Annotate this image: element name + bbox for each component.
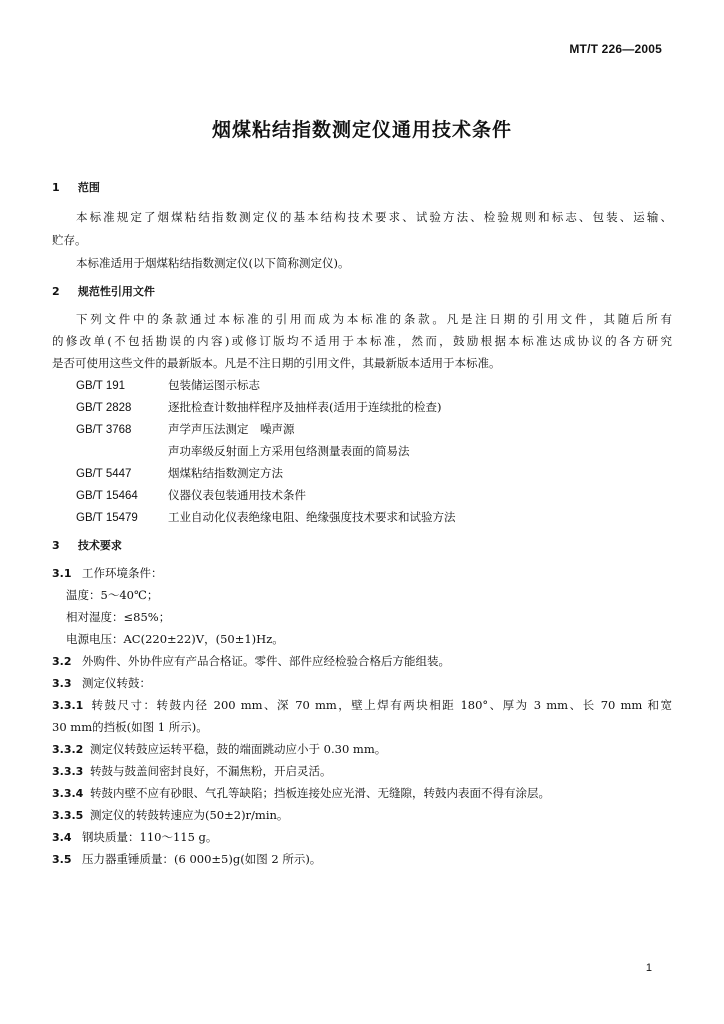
reference-title: 仪器仪表包装通用技术条件 — [168, 488, 306, 502]
clause-number: 3.1 — [52, 567, 72, 580]
clause-text: 测定仪转鼓应运转平稳，鼓的端面跳动应小于 0.30 mm。 — [90, 742, 387, 756]
reference-item — [76, 378, 260, 394]
clause-text: 压力器重锤质量：(6 000±5)g(如图 2 所示)。 — [82, 852, 322, 866]
section-3-heading — [52, 538, 122, 553]
condition-voltage: 电源电压：AC(220±22)V，(50±1)Hz。 — [66, 632, 284, 646]
section-number: 1 — [52, 181, 60, 194]
paragraph-line: 30 mm的挡板(如图 1 所示)。 — [52, 720, 208, 734]
clause-3-5 — [52, 852, 321, 867]
paragraph-line: 的修改单(不包括勘误的内容)或修订版均不适用于本标准，然而，鼓励根据本标准达成协议的各方研究 — [52, 334, 672, 348]
clause-number: 3.3.2 — [52, 743, 84, 756]
clause-3-2 — [52, 654, 450, 669]
paragraph-line: 贮存。 — [52, 233, 87, 247]
reference-title: 烟煤粘结指数测定方法 — [168, 466, 283, 480]
clause-text: 钢块质量：110～115 g。 — [82, 830, 218, 844]
clause-3-3-1 — [52, 698, 672, 713]
reference-code: GB/T 15479 — [76, 512, 138, 524]
section-title: 技术要求 — [77, 539, 122, 552]
reference-item — [76, 488, 306, 504]
clause-number: 3.3.1 — [52, 699, 84, 712]
clause-text: 转鼓与鼓盖间密封良好，不漏焦粉，开启灵活。 — [90, 764, 332, 778]
clause-3-3-2 — [52, 742, 386, 757]
clause-number: 3.3 — [52, 677, 72, 690]
clause-number: 3.3.4 — [52, 787, 84, 800]
condition-temperature: 温度：5～40℃； — [66, 588, 159, 602]
reference-code: GB/T 5447 — [76, 468, 132, 480]
section-title: 规范性引用文件 — [77, 285, 155, 298]
clause-number: 3.2 — [52, 655, 72, 668]
clause-3-3-3 — [52, 764, 332, 779]
clause-3-4 — [52, 830, 217, 845]
clause-3-1 — [52, 566, 163, 581]
reference-title: 包装储运图示标志 — [168, 378, 260, 392]
reference-item — [76, 510, 456, 526]
page-number: 1 — [645, 962, 652, 974]
clause-text: 测定仪的转鼓转速应为(50±2)r/min。 — [90, 808, 289, 822]
paragraph-line: 本标准规定了烟煤粘结指数测定仪的基本结构技术要求、试验方法、检验规则和标志、包装、运输、 — [76, 210, 672, 224]
clause-3-3 — [52, 676, 151, 691]
paragraph-line: 下列文件中的条款通过本标准的引用而成为本标准的条款。凡是注日期的引用文件，其随后所有 — [76, 312, 672, 326]
condition-humidity: 相对湿度：≤85%； — [66, 610, 171, 624]
reference-code: GB/T 191 — [76, 380, 126, 392]
section-2-heading — [52, 284, 155, 299]
reference-title: 工业自动化仪表绝缘电阻、绝缘强度技术要求和试验方法 — [168, 510, 456, 524]
paragraph-line: 本标准适用于烟煤粘结指数测定仪(以下简称测定仪)。 — [76, 256, 350, 270]
clause-text: 转鼓内壁不应有砂眼、气孔等缺陷；挡板连接处应光滑、无缝隙，转鼓内表面不得有涂层。 — [90, 786, 550, 800]
reference-item — [76, 444, 410, 459]
reference-code: GB/T 2828 — [76, 402, 132, 414]
reference-item — [76, 400, 441, 416]
section-1-heading — [52, 180, 100, 195]
reference-code: GB/T 3768 — [76, 424, 132, 436]
section-number: 2 — [52, 285, 60, 298]
reference-title: 逐批检查计数抽样程序及抽样表(适用于连续批的检查) — [168, 400, 442, 414]
reference-item — [76, 466, 283, 482]
document-title: 烟煤粘结指数测定仪通用技术条件 — [211, 119, 512, 141]
clause-number: 3.4 — [52, 831, 72, 844]
reference-code: GB/T 15464 — [76, 490, 138, 502]
clause-text: 转鼓尺寸：转鼓内径 200 mm、深 70 mm，壁上焊有两块相距 180°、厚为 3 mm、长 70 mm 和宽 — [90, 698, 672, 712]
reference-title: 声功率级反射面上方采用包络测量表面的简易法 — [168, 444, 410, 458]
clause-number: 3.5 — [52, 853, 72, 866]
clause-number: 3.3.3 — [52, 765, 84, 778]
clause-number: 3.3.5 — [52, 809, 84, 822]
section-title: 范围 — [77, 181, 100, 194]
standard-code: MT/T 226—2005 — [569, 42, 662, 56]
reference-title: 声学声压法测定 噪声源 — [168, 422, 295, 436]
section-number: 3 — [52, 539, 60, 552]
paragraph-line: 是否可使用这些文件的最新版本。凡是不注日期的引用文件，其最新版本适用于本标准。 — [52, 356, 501, 370]
clause-text: 外购件、外协件应有产品合格证。零件、部件应经检验合格后方能组装。 — [82, 654, 450, 668]
clause-text: 工作环境条件： — [82, 566, 163, 580]
clause-3-3-5 — [52, 808, 288, 823]
clause-text: 测定仪转鼓： — [82, 676, 151, 690]
reference-item — [76, 422, 295, 438]
clause-3-3-4 — [52, 786, 550, 801]
